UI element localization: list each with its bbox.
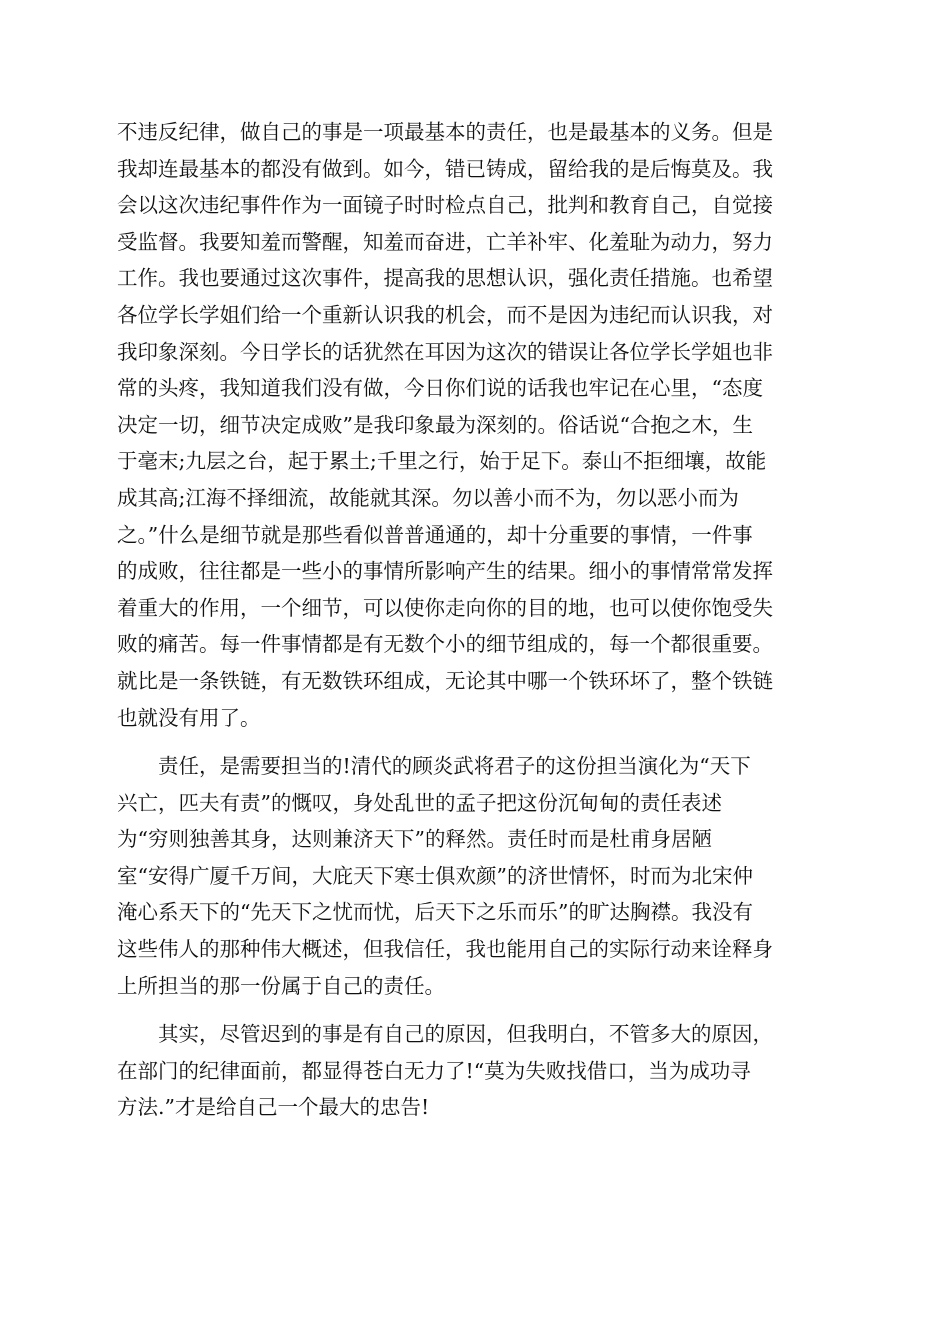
text-line: 这些伟人的那种伟大概述，但我信任，我也能用自己的实际行动来诠释身 [117,937,773,962]
text-line: 责任，是需要担当的!清代的顾炎武将君子的这份担当演化为“天下 [117,754,751,779]
text-line: 的成败，往往都是一些小的事情所影响产生的结果。细小的事情常常发挥 [117,559,773,584]
paragraph-1 [117,114,833,736]
text-line: 也就没有用了。 [117,705,261,730]
document-body [117,114,833,1126]
text-line: 受监督。我要知羞而警醒，知羞而奋进，亡羊补牢、化羞耻为动力，努力 [117,229,773,254]
text-line: 常的头疼，我知道我们没有做，今日你们说的话我也牢记在心里，“态度 [117,376,763,401]
text-line: 我却连最基本的都没有做到。如今，错已铸成，留给我的是后悔莫及。我 [117,156,773,181]
text-line: 上所担当的那一份属于自己的责任。 [117,973,445,998]
text-line: 在部门的纪律面前，都显得苍白无力了!“莫为失败找借口，当为成功寻 [117,1058,751,1083]
text-line: 其实，尽管迟到的事是有自己的原因，但我明白，不管多大的原因， [117,1022,773,1047]
paragraph-3 [117,1016,833,1126]
text-line: 淹心系天下的“先天下之忧而忧，后天下之乐而乐”的旷达胸襟。我没有 [117,900,753,925]
text-line: 于毫末;九层之台，起于累土;千里之行，始于足下。泰山不拒细壤，故能 [117,449,767,474]
paragraph-gap [117,736,833,748]
text-line: 我印象深刻。今日学长的话犹然在耳因为这次的错误让各位学长学姐也非 [117,339,773,364]
text-line: 会以这次违纪事件作为一面镜子时时检点自己，批判和教育自己，自觉接 [117,193,773,218]
text-line: 就比是一条铁链，有无数铁环组成，无论其中哪一个铁环坏了，整个铁链 [117,668,773,693]
paragraph-2 [117,748,833,1004]
text-line: 决定一切，细节决定成败”是我印象最为深刻的。俗话说“合抱之木，生 [117,412,753,437]
text-line: 为“穷则独善其身，达则兼济天下”的释然。责任时而是杜甫身居陋 [117,827,712,852]
text-line: 室“安得广厦千万间，大庇天下寒士俱欢颜”的济世情怀，时而为北宋仲 [117,863,753,888]
text-line: 不违反纪律，做自己的事是一项最基本的责任，也是最基本的义务。但是 [117,120,773,144]
text-line: 之。”什么是细节就是那些看似普普通通的，却十分重要的事情，一件事 [117,522,753,547]
paragraph-gap [117,1004,833,1016]
text-line: 败的痛苦。每一件事情都是有无数个小的细节组成的，每一个都很重要。 [117,632,773,657]
text-line: 工作。我也要通过这次事件，提高我的思想认识，强化责任措施。也希望 [117,266,773,291]
text-line: 方法.”才是给自己一个最大的忠告! [117,1095,430,1120]
text-line: 兴亡，匹夫有责”的慨叹，身处乱世的孟子把这份沉甸甸的责任表述 [117,790,722,815]
text-line: 着重大的作用，一个细节，可以使你走向你的目的地，也可以使你饱受失 [117,595,773,620]
text-line: 各位学长学姐们给一个重新认识我的机会，而不是因为违纪而认识我，对 [117,302,773,327]
text-line: 成其高;江海不择细流，故能就其深。勿以善小而不为，勿以恶小而为 [117,485,739,510]
